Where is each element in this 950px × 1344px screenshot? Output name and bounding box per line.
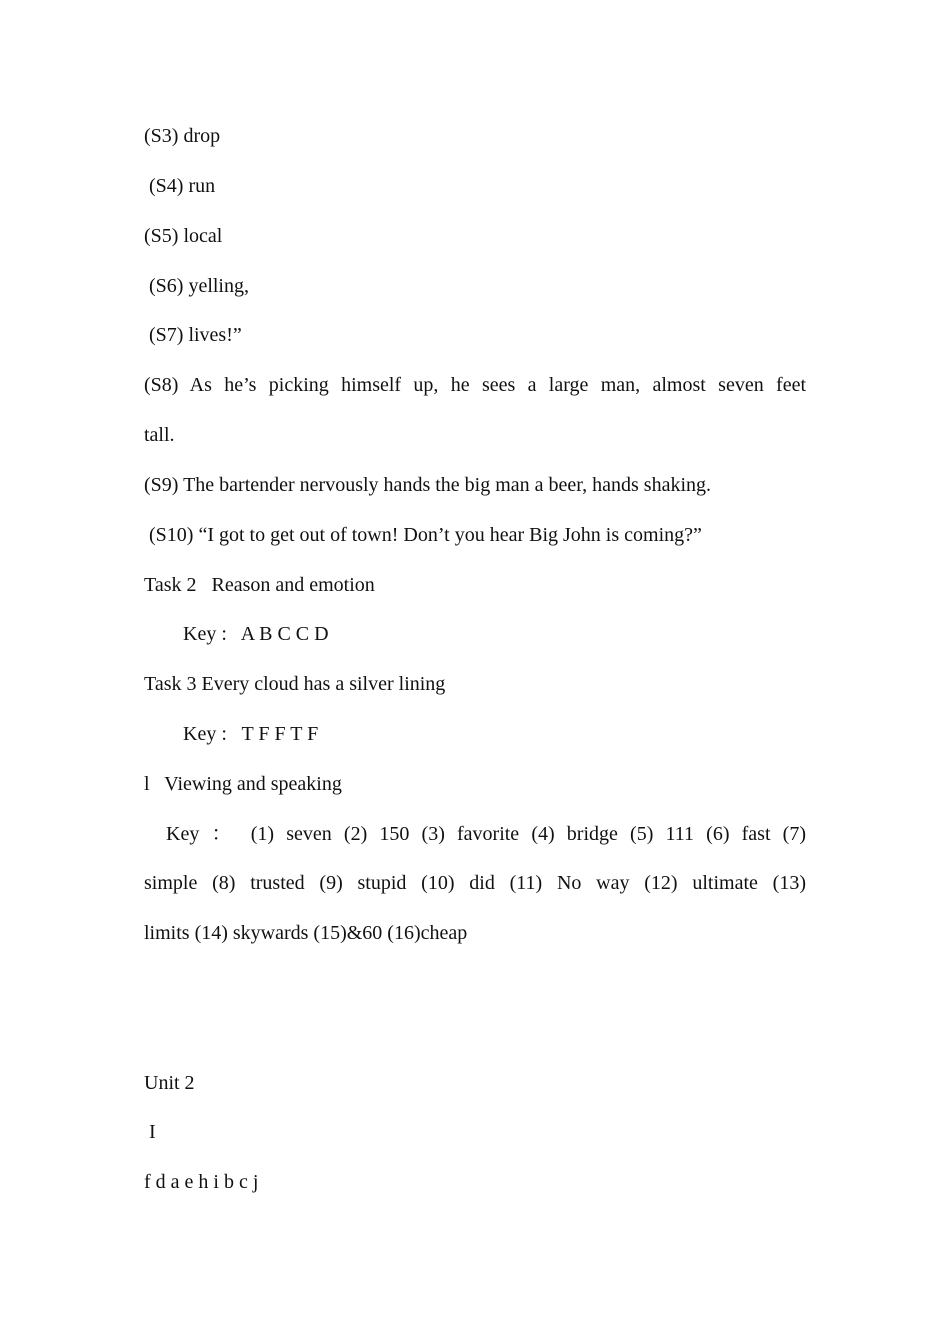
answer-s4: (S4) run	[144, 175, 216, 197]
answer-s7: (S7) lives!”	[144, 324, 242, 346]
task-2-key: Key : A B C C D	[183, 623, 329, 645]
viewing-speaking-key-line-2: simple (8) trusted (9) stupid (10) did (11) No way (12) ultimate (13)	[144, 872, 806, 894]
task-2-heading: Task 2 Reason and emotion	[144, 574, 375, 596]
answer-s3: (S3) drop	[144, 125, 221, 147]
answer-s8: (S8) As he’s picking himself up, he sees a large man, almost seven feet	[144, 374, 806, 396]
viewing-speaking-key-line-3: limits (14) skywards (15)&60 (16)cheap	[144, 922, 468, 944]
unit-2-heading: Unit 2	[144, 1072, 195, 1094]
task-3-key: Key : T F F T F	[183, 723, 319, 745]
answer-s8-continued: tall.	[144, 424, 175, 446]
task-3-heading: Task 3 Every cloud has a silver lining	[144, 673, 446, 695]
answer-s9: (S9) The bartender nervously hands the big man a beer, hands shaking.	[144, 474, 712, 496]
section-i-answers: f d a e h i b c j	[144, 1171, 259, 1193]
answer-s6: (S6) yelling,	[144, 275, 249, 297]
viewing-speaking-key-line-1: Key ： (1) seven (2) 150 (3) favorite (4) bridge (5) 111 (6) fast (7)	[166, 823, 806, 845]
section-i-heading: I	[144, 1121, 156, 1143]
answer-s10: (S10) “I got to get out of town! Don’t you hear Big John is coming?”	[144, 524, 702, 546]
viewing-speaking-heading: l Viewing and speaking	[144, 773, 342, 795]
answer-s5: (S5) local	[144, 225, 223, 247]
